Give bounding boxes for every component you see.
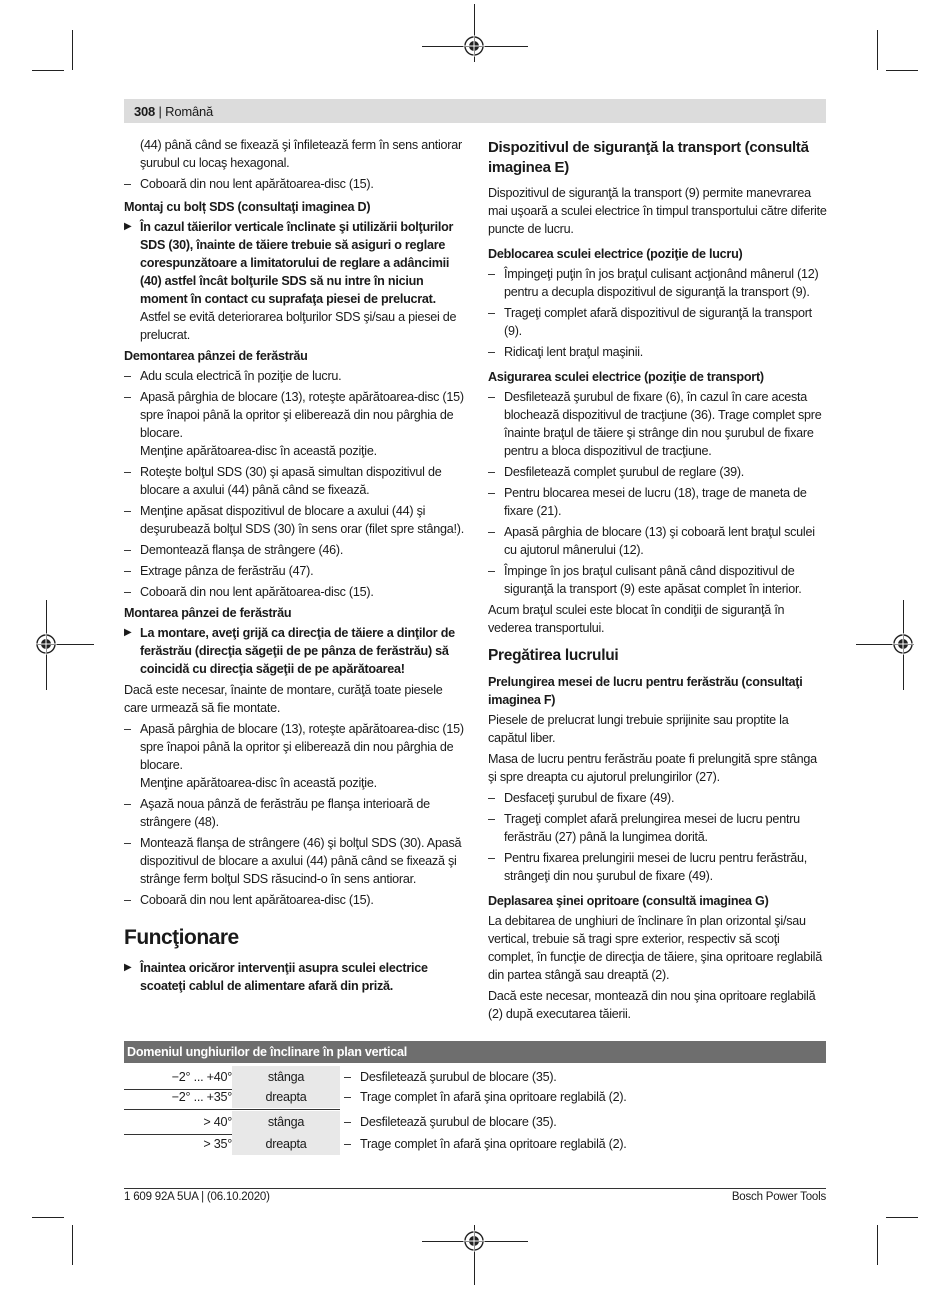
table-row xyxy=(124,1066,826,1088)
crop-mark xyxy=(32,1217,64,1218)
list-item: – Desfaceţi şurubul de fixare (49). xyxy=(488,789,828,807)
angle-range-table xyxy=(124,1041,826,1151)
chapter-subtitle: Pregătirea lucrului xyxy=(488,647,619,664)
list-item: – Apasă pârghia de blocare (13), roteşte apărătoarea-disc (15) spre înapoi până la opritor şi eliberează din nou pârghia de blocare. xyxy=(124,388,464,442)
footer-brand: Bosch Power Tools xyxy=(731,1191,826,1203)
paragraph: La debitarea de unghiuri de înclinare în plan orizontal şi/sau vertical, trebuie să tragi spre exterior, respectiv să scoţi complet, în funcţie de direcţia de tăiere, şina opritoare reglabilă din partea stângă sau dreaptă (2). xyxy=(488,914,822,982)
angle-cell: −2° ... +35° xyxy=(171,1090,232,1104)
list-item: – Menţine apăsat dispozitivul de blocare a axului (44) şi deşurubează bolţul SDS (30) în sens orar (filet spre stânga!). xyxy=(124,502,464,538)
list-item-note: Menţine apărătoarea-disc în această poziţie. xyxy=(140,444,377,458)
warning-bold: La montare, aveţi grijă ca direcţia de tăiere a dinţilor de ferăstrău (direcţia săgeţii de pe pânza de ferăstrău) să coincidă cu direcţia săgeţii de pe apărătoarea! xyxy=(140,626,455,676)
list-item: – Împingeţi puţin în jos braţul culisant acţionând mânerul (12) pentru a decupla dispozitivul de siguranţă la transport (9). xyxy=(488,265,828,301)
footer-doc-id: 1 609 92A 5UA | (06.10.2020) xyxy=(124,1191,270,1203)
paragraph: Acum braţul sculei este blocat în condiţii de siguranţă în vederea transportului. xyxy=(488,603,785,635)
arrow-right-icon: ▶ xyxy=(124,221,132,232)
list-item: – Apasă pârghia de blocare (13) şi coboară lent braţul sculei cu ajutorul mânerului (12). xyxy=(488,523,828,559)
table-row xyxy=(124,1133,826,1155)
list-item: – Coboară din nou lent apărătoarea-disc (15). xyxy=(124,175,464,193)
list-item: – Desfiletează şurubul de fixare (6), în cazul în care acesta blochează dispozitivul de tracţiune (36). Trage complet spre înainte braţul de tăiere şi strânge din nou şurubul de fixare pentru a bloca dispozitivul de tracţiune. xyxy=(488,388,828,460)
action-cell: – Trage complet în afară şina opritoare reglabilă (2). xyxy=(344,1086,627,1108)
registration-mark-icon xyxy=(892,633,914,655)
chapter-title: Funcţionare xyxy=(124,926,239,949)
section-heading: Montarea pânzei de ferăstrău xyxy=(124,606,292,620)
paragraph: Dacă este necesar, montează din nou şina opritoare reglabilă (2) după executarea tăierii. xyxy=(488,989,816,1021)
paragraph: Dacă este necesar, înainte de montare, curăţă toate piesele care urmează să fie montate. xyxy=(124,683,443,715)
list-item-note: Menţine apărătoarea-disc în această poziţie. xyxy=(140,776,377,790)
warning-item xyxy=(124,218,464,344)
crop-mark xyxy=(32,70,64,71)
paragraph: Piesele de prelucrat lungi trebuie sprijinite sau proptite la capătul liber. xyxy=(488,713,789,745)
page-header-bar xyxy=(124,99,826,123)
list-item: – Extrage pânza de ferăstrău (47). xyxy=(124,562,464,580)
intro-continuation: (44) până când se fixează şi înfiletează ferm în sens antiorar şurubul cu locaş hexagonal. xyxy=(140,138,462,170)
warning-bold: În cazul tăierilor verticale înclinate şi utilizării bolţurilor SDS (30), înainte de tăiere trebuie să asiguri o reglare corespunzătoare a limitatorului de reglare a adâncimii (40) astfel încât bolţurile SDS să nu intre în niciun moment în contact cu suprafaţa piesei de prelucrat. xyxy=(140,220,454,306)
left-column xyxy=(124,136,464,998)
list-item: – Trageţi complet afară dispozitivul de siguranţă la transport (9). xyxy=(488,304,828,340)
warning-normal: Astfel se evită deteriorarea bolţurilor SDS şi/sau a piesei de prelucrat. xyxy=(140,310,457,342)
footer-divider xyxy=(124,1188,826,1189)
list-item: – Demontează flanşa de strângere (46). xyxy=(124,541,464,559)
registration-mark-icon xyxy=(463,35,485,57)
list-item: – Apasă pârghia de blocare (13), roteşte apărătoarea-disc (15) spre înapoi până la opritor şi eliberează din nou pârghia de blocare. xyxy=(124,720,464,774)
page-header xyxy=(134,104,213,119)
list-item: – Desfiletează complet şurubul de reglare (39). xyxy=(488,463,828,481)
table-title: Domeniul unghiurilor de înclinare în plan vertical xyxy=(124,1041,826,1063)
table-divider xyxy=(124,1109,340,1110)
crop-mark xyxy=(886,1217,918,1218)
crop-mark xyxy=(72,30,73,70)
list-item: – Roteşte bolţul SDS (30) şi apasă simultan dispozitivul de blocare a axului (44) până când se fixează. xyxy=(124,463,464,499)
warning-bold: Înaintea oricăror intervenţii asupra sculei electrice scoateţi cablul de alimentare afară din priză. xyxy=(140,961,428,993)
list-item: – Adu scula electrică în poziţie de lucru. xyxy=(124,367,464,385)
arrow-right-icon: ▶ xyxy=(124,962,132,973)
list-item: – Montează flanşa de strângere (46) şi bolţul SDS (30). Apasă dispozitivul de blocare a axului (44) până când se fixează şi strânge ferm bolţul SDS răsucind-o în sens antiorar. xyxy=(124,834,464,888)
table-row xyxy=(124,1111,826,1133)
angle-cell: > 40° xyxy=(203,1115,232,1129)
registration-mark-icon xyxy=(463,1230,485,1252)
header-language: Română xyxy=(165,104,214,119)
side-cell: stânga xyxy=(232,1111,340,1133)
crop-mark xyxy=(877,1225,878,1265)
list-item: – Coboară din nou lent apărătoarea-disc (15). xyxy=(124,583,464,601)
section-heading: Demontarea pânzei de ferăstrău xyxy=(124,349,308,363)
page-number: 308 xyxy=(134,104,156,119)
section-heading: Prelungirea mesei de lucru pentru ferăstrău (consultaţi imaginea F) xyxy=(488,675,803,707)
section-heading: Montaj cu bolț SDS (consultaţi imaginea D) xyxy=(124,200,371,214)
angle-cell: −2° ... +40° xyxy=(171,1070,232,1084)
crop-mark xyxy=(72,1225,73,1265)
list-item: – Împinge în jos braţul culisant până când dispozitivul de siguranţă la transport (9) este apăsat complet în interior. xyxy=(488,562,828,598)
arrow-right-icon: ▶ xyxy=(124,627,132,638)
crop-mark xyxy=(877,30,878,70)
action-cell: – Trage complet în afară şina opritoare reglabilă (2). xyxy=(344,1133,627,1155)
side-cell: dreapta xyxy=(232,1086,340,1108)
list-item: – Trageţi complet afară prelungirea mesei de lucru pentru ferăstrău (27) până la lungimea dorită. xyxy=(488,810,828,846)
warning-item xyxy=(124,624,464,678)
table-row xyxy=(124,1086,826,1108)
right-column xyxy=(488,136,828,1026)
angle-cell: > 35° xyxy=(203,1137,232,1151)
warning-item xyxy=(124,959,464,995)
header-separator: | xyxy=(158,104,162,119)
list-item: – Aşază noua pânză de ferăstrău pe flanşa interioară de strângere (48). xyxy=(124,795,464,831)
section-title: Dispozitivul de siguranţă la transport (consultă imaginea E) xyxy=(488,139,809,176)
action-cell: – Desfiletează şurubul de blocare (35). xyxy=(344,1066,557,1088)
section-heading: Deblocarea sculei electrice (poziţie de lucru) xyxy=(488,247,743,261)
section-heading: Asigurarea sculei electrice (poziţie de transport) xyxy=(488,370,764,384)
side-cell: stânga xyxy=(232,1066,340,1088)
list-item: – Ridicaţi lent braţul maşinii. xyxy=(488,343,828,361)
paragraph: Masa de lucru pentru ferăstrău poate fi prelungită spre stânga şi spre dreapta cu ajutorul prelungirilor (27). xyxy=(488,752,817,784)
section-heading: Deplasarea şinei opritoare (consultă imaginea G) xyxy=(488,894,769,908)
action-cell: – Desfiletează şurubul de blocare (35). xyxy=(344,1111,557,1133)
list-item: – Coboară din nou lent apărătoarea-disc (15). xyxy=(124,891,464,909)
list-item: – Pentru blocarea mesei de lucru (18), trage de maneta de fixare (21). xyxy=(488,484,828,520)
paragraph: Dispozitivul de siguranţă la transport (9) permite manevrarea mai uşoară a sculei electrice în timpul transportului către diferite puncte de lucru. xyxy=(488,186,827,236)
crop-mark xyxy=(886,70,918,71)
side-cell: dreapta xyxy=(232,1133,340,1155)
registration-mark-icon xyxy=(35,633,57,655)
list-item: – Pentru fixarea prelungirii mesei de lucru pentru ferăstrău, strângeţi din nou şurubul de fixare (49). xyxy=(488,849,828,885)
